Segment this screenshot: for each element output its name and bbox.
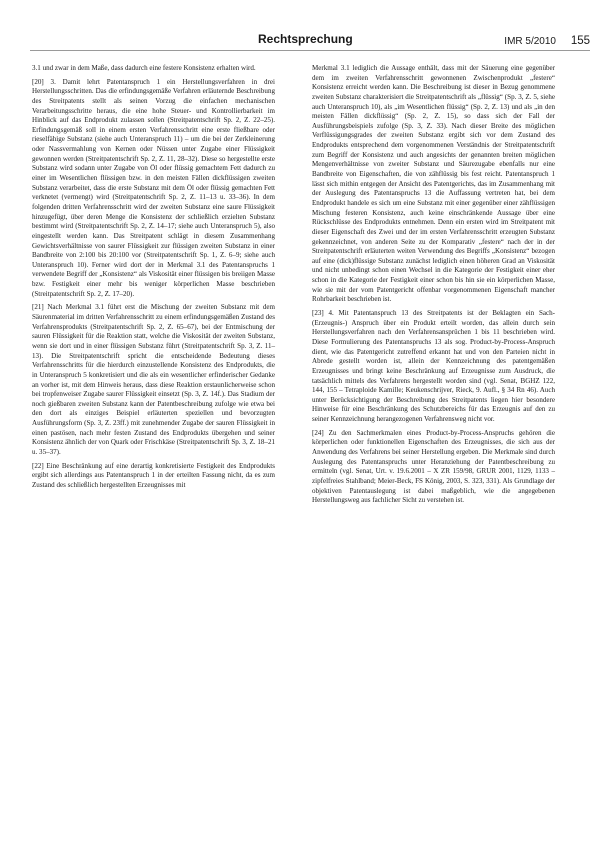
header-rule [30, 50, 590, 51]
page-number: 155 [570, 35, 590, 47]
left-paragraph: [20] 3. Damit lehrt Patentanspruch 1 ein Herstellungsverfahren in drei Herstellungsschritten. Das die erfindungsgemäße Verfahren erläuternde Beschreibung des Streitpatents stellt als seinen Vorzug die einfachen mechanischen Verarbeitungsschritte heraus, die eine hohe Steuer- und Kontrollierbarkeit im Hinblick auf das Endprodukt zulassen sollen (Streitpatentschrift Sp. 2, Z. 22–25). Erfindungsgemäß soll in einem ersten Verfahrensschritt eine erste fließbare oder rieselfähige Substanz (siehe auch Unteranspruch 11) – um die bei der Zerkleinerung oder Nassvermahlung von Kernen oder Nüssen unter Zugabe einer Flüssigkeit gewonnen werden (Streitpatentschrift Sp. 2, Z. 11, 28–32). Diese so hergestellte erste Substanz wird sodann unter Zugabe von Öl oder flüssig gemachtem Fett dadurch zu einer im Wesentlichen flüssigen bzw. in den meisten Fällen dickflüssigen zweiten Substanz verarbeitet, dass die erste Substanz mit dem Öl oder flüssig gemachten Fett verknetet (vermengt) wird (Streitpatentschrift Sp. 2, Z. 11–13 u. 33–36). In dem folgenden dritten Verfahrensschritt wird der zweiten Substanz eine saure Flüssigkeit hinzugefügt, über deren Menge die Konsistenz der schließlich erzielten Substanz bestimmt wird (Streitpatentschrift Sp. 2, Z. 14–17; siehe auch Unteranspruch 5), also eingestellt werden kann. Das Streitpatent schlägt in diesem Zusammenhang Gewichtsverhältnisse von saurer Flüssigkeit zur flüssigen zweiten Substanz in einer Bandbreite von 2:100 bis 20:100 vor (Streitpatentschrift Sp. 1, Z. 6–9; siehe auch Unteranspruch 10). Ferner wird dort der in Merkmal 3.1 des Patentanspruchs 1 verwendete Begriff der „Konsistenz“ als Viskosität einer flüssigen bis breiigen Masse bzw. Festigkeit einer mehr bis weniger körperlichen Masse beschrieben (Streitpatentschrift Sp. 2, Z. 17–20). [32, 77, 275, 298]
left-paragraph: 3.1 und zwar in dem Maße, dass dadurch eine festere Konsistenz erhalten wird. [32, 64, 256, 72]
left-paragraph: [21] Nach Merkmal 3.1 führt erst die Mischung der zweiten Substanz mit dem Säurenmaterial im dritten Verfahrensschritt zu einem erfindungsgemäßen Zustand des Verfahrensprodukts (Streitpatentschrift Sp. 2, Z. 65–67), bei der Entmischung der sauren Flüssigkeit für die Reaktion statt, welche die Viskosität der zweiten Substanz, wenn sie dort und in einer flüssigen Substanz führt (Streitpatentschrift Sp. 3, Z. 11–13). Die Streitpatentschrift spricht die entscheidende Bedeutung dieses Verfahrensschritts für die hierdurch einzustellende Konsistenz des Endprodukts, die in Unteranspruch 5 konkretisiert und die als ein wesentlicher erfinderischer Gedanke an vorher ist, mit dem Hinweis heraus, dass diese Reaktion erstaunlicherweise schon bei tropfenweiser Zugabe saurer Flüssigkeit einsetzt (Sp. 3, Z. 14f.). Das Stadium der noch gießbaren zweiten Substanz kann der Patentbeschreibung zufolge wie etwa bei den dort als einziges Beispiel erläuterten speziellen und bevorzugten Ausführungsform (Sp. 3, Z. 23ff.) mit zunehmender Zugabe der sauren Flüssigkeit in einen pastösen, nach mehr festen Zustand des Endprodukts übergehen und seiner Konsistenz ähnlich der von Quark oder Frischkäse (Streitpatentschrift Sp. 3, Z. 18–21 u. 35–37). [32, 303, 275, 456]
left-paragraph: [22] Eine Beschränkung auf eine derartig konkretisierte Festigkeit des Endprodukts ergibt sich allerdings aus Patentanspruch 1 in der erteilten Fassung nicht, da es zum Zustand des schließlich hergestellten Erzeugnisses mit [32, 461, 275, 489]
left-column [32, 64, 275, 495]
right-paragraph: [24] Zu den Sachmerkmalen eines Product-by-Process-Anspruchs gehören die körperlichen oder funktionellen Eigenschaften des Erzeugnisses, die sich aus der Anwendung des Verfahrens bei seiner Herstellung ergeben. Die Merkmale sind durch Auslegung des Patentanspruchs unter Heranziehung der Patentbeschreibung zu ermitteln (vgl. Senat, Urt. v. 19.6.2001 – X ZR 159/98, GRUR 2001, 1129, 1133 – zipfelfreies Stahlband; Meier-Beck, FS König, 2003, S. 323, 331). Als Grundlage der objektiven Patentauslegung ist dabei maßgeblich, wie die angegebenen Herstellungsweg aus fachlicher Sicht zu verstehen ist. [312, 428, 555, 505]
journal-reference: IMR 5/2010 [504, 36, 556, 47]
right-column [312, 64, 555, 510]
page-header [30, 30, 590, 56]
right-paragraph: [23] 4. Mit Patentanspruch 13 des Streitpatents ist der Beklagten ein Sach-(Erzeugnis-) Anspruch über ein Produkt erteilt worden, das allein durch sein Herstellungsverfahren nach den Verfahrensansprüchen 1 bis 11 beschrieben wird. Diese Formulierung des Patentanspruchs 13 als sog. Product-by-Process-Anspruch dient, wie das Patentgericht zutreffend erkannt hat und von den Parteien nicht in Abrede gestellt worden ist, allein der Kennzeichnung des patentgemäßen Erzeugnisses und bringt keine Beschränkung auf Erzeugnisse zum Ausdruck, die tatsächlich mittels des Verfahrens hergestellt worden sind (vgl. Senat, BGHZ 122, 144, 155 – Tetraploide Kamille; Keukenschrijver, Rieck, 9. Aufl., § 34 Rn 46). Auch unter Berücksichtigung der Beschreibung des Streitpatents liegen hier besondere Hinweise für eine Beschränkung des Schutzbereichs für das Erzeugnis auf den zu seiner Kennzeichnung herangezogenen Verfahrensweg nicht vor. [312, 309, 555, 424]
right-paragraph: Merkmal 3.1 lediglich die Aussage enthält, dass mit der Säuerung eine gegenüber dem im zweiten Verfahrensschritt gewonnenen Zwischenprodukt „festere“ Konsistenz erreicht werden kann. Die Beschreibung ist dieser in Bezug genommene zweiten Substanz charakterisiert die Streitpatentschrift als „flüssig“ (Sp. 3, Z. 5, siehe auch Unteranspruch 10), als „im Wesentlichen flüssig“ (Sp. 2, Z. 13) und als „in den meisten Fällen dickflüssig“ (Sp. 2, Z. 15), so dass sich der Fall der Ausführungsbeispiels zufolge (Sp. 3, Z. 33). Nach dieser Breite des möglichen Verflüssigungsgrades der zweiten Substanz ergibt sich vor dem Zustand des Endprodukts entsprechend dem vorgenommenen Verständnis der Streitpatentschrift zum Begriff der Konsistenz und auch angesichts der genannten breiten möglichen Mengenverhältnisse von zweiter Substanz und Säurezugabe ebenfalls nur eine Bandbreite von Eigenschaften, die von zähflüssig bis fest reicht. Patentanspruch 1 lässt sich mithin entgegen der Ansicht des Patentgerichts, das im Zusammenhang mit der Auslegung des Patentanspruchs 13 die Auffassung vertreten hat, bei dem Endprodukt handele es sich um eine Substanz mit einer gegenüber einer zähflüssigen Mischung festeren Konsistenz, auch keine einschränkende Aussage über eine Rückschlüsse des Endprodukts entnehmen. Denn ein ersten wird im Streitpatent mit dieser Eigenschaft des Zwei und der im ersten Verfahrensschritt erzeugten Substanz gekennzeichnet, von anderen Seite zu der Komparativ „festere“ nach der in der Streitpatentschrift erläuterten weiten Verwendung des Begriffs „Konsistenz“ bezogen auf eine (dick)flüssige Substanz zunächst lediglich einen höheren Grad an Viskosität und nicht unbedingt schon einen Wechsel in die Kategorie der Festigkeit einer eher schon in die Kategorie der Festigkeit einer schon bis hin sie ein körperlichen Masse, wie sie mit der vom Patentgericht offenbar vorgenommenen Eigenschaft mancher Rohrbarkeit beschrieben ist. [312, 64, 555, 304]
section-label: Rechtsprechung [250, 32, 361, 46]
